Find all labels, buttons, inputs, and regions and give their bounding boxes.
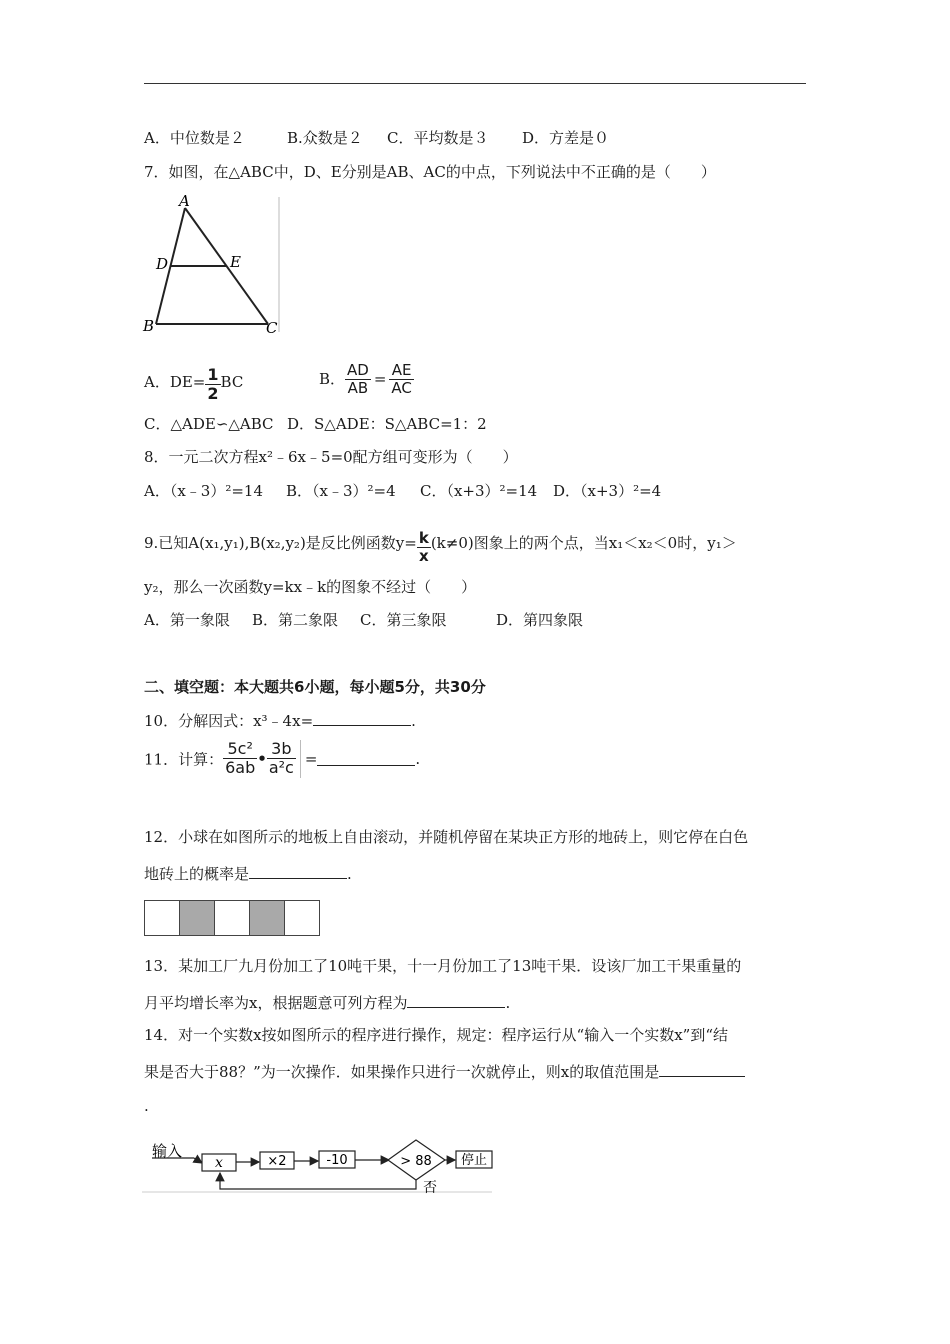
label-e: E	[230, 253, 241, 271]
q8-option-c: C．（x+3）²=14	[420, 482, 538, 500]
header-rule	[144, 83, 806, 84]
q12-line2	[144, 863, 352, 884]
tile-gray	[180, 901, 215, 935]
floor-tiles	[144, 900, 320, 936]
multiply-dot: •	[257, 749, 267, 768]
label-d: D	[156, 255, 169, 273]
q11-equals: =	[304, 749, 318, 768]
q8-stem: 8．一元二次方程x²﹣6x﹣5=0配方组可变形为（ ）	[144, 448, 518, 466]
q13-line1: 13．某加工厂九月份加工了10吨干果，十一月份加工了13吨干果．设该厂加工干果重量的	[144, 957, 742, 975]
q7-option-a-text: A．DE=	[144, 372, 206, 391]
q7-option-a	[144, 362, 243, 404]
fraction-numerator: k	[418, 529, 429, 547]
q12-line1: 12．小球在如图所示的地板上自由滚动，并随机停留在某块正方形的地砖上，则它停在白色	[144, 828, 749, 846]
q13-text: 月平均增长率为x，根据题意可列方程为	[144, 994, 408, 1012]
flowchart	[142, 1134, 502, 1196]
triangle-figure	[142, 192, 282, 337]
q11-period: .	[415, 749, 421, 768]
fraction-numerator: 3b	[267, 740, 296, 759]
q6-option-c: C．平均数是３	[387, 129, 489, 147]
fraction-denominator: 2	[207, 384, 219, 404]
q9-option-c: C．第三象限	[360, 611, 447, 629]
fraction-denominator: AB	[347, 379, 369, 398]
fraction-numerator: 5c²	[223, 740, 257, 759]
q6-option-a: A．中位数是２	[144, 129, 245, 147]
q11-fraction-2	[267, 740, 301, 778]
flow-times2-box: ×2	[267, 1154, 287, 1169]
q9-line2: y₂，那么一次函数y=kx﹣k的图象不经过（ ）	[144, 578, 477, 596]
q9-stem-end: (k≠0)图象上的两个点，当x₁＜x₂＜0时，y₁＞	[430, 533, 737, 552]
q14-answer-blank[interactable]	[659, 1062, 745, 1077]
flow-input-label: 输入	[152, 1142, 183, 1160]
tile-white	[215, 901, 250, 935]
q14-text: 果是否大于88？”为一次操作．如果操作只进行一次就停止，则x的取值范围是	[144, 1063, 660, 1081]
q10-period: .	[411, 712, 416, 730]
q13-line2	[144, 992, 510, 1013]
flow-minus10-box: -10	[326, 1153, 348, 1168]
q13-answer-blank[interactable]	[407, 993, 505, 1008]
q6-option-b: B.众数是２	[287, 129, 363, 147]
q7-option-d: D．S△ADE：S△ABC=1：2	[287, 415, 487, 433]
flow-stop-box: 停止	[460, 1153, 488, 1168]
q12-answer-blank[interactable]	[249, 864, 347, 879]
q11-answer-blank[interactable]	[317, 751, 415, 766]
fraction-denominator: a²c	[268, 758, 294, 778]
q9-fraction	[417, 530, 431, 566]
flow-x-box: x	[215, 1155, 223, 1171]
q7-option-b	[319, 362, 414, 398]
q10-answer-blank[interactable]	[313, 711, 411, 726]
q14-line1: 14．对一个实数x按如图所示的程序进行操作，规定：程序运行从“输入一个实数x”到“结	[144, 1026, 729, 1044]
fraction-denominator: AC	[391, 379, 412, 398]
fraction-numerator: AE	[389, 362, 413, 380]
q12-text: 地砖上的概率是	[144, 865, 250, 883]
label-b: B	[143, 317, 155, 335]
fraction-denominator: x	[418, 547, 429, 566]
q7-stem: 7．如图，在△ABC中，D、E分别是AB、AC的中点，下列说法中不正确的是（ ）	[144, 163, 716, 181]
q10-text: 10．分解因式：x³﹣4x=	[144, 712, 314, 730]
q9-stem-start: 9.已知A(x₁,y₁),B(x₂,y₂)是反比例函数y=	[144, 533, 417, 552]
q9-option-b: B．第二象限	[252, 611, 339, 629]
label-a: A	[179, 192, 190, 210]
tile-gray	[250, 901, 285, 935]
q9-stem	[144, 522, 737, 566]
q7-option-b-fraction-2	[389, 362, 413, 398]
q11-text: 11．计算：	[144, 750, 224, 769]
tile-white	[145, 901, 180, 935]
q10	[144, 710, 416, 731]
flow-gt88-diamond: > 88	[400, 1154, 432, 1169]
q12-period: .	[347, 865, 352, 883]
q11-fraction-1	[223, 740, 257, 778]
q7-option-a-fraction	[205, 366, 220, 404]
q7-option-a-tail: BC	[220, 372, 244, 391]
fraction-numerator: 1	[207, 365, 219, 384]
flow-no-label: 否	[423, 1180, 437, 1196]
fraction-numerator: AD	[347, 361, 369, 379]
q7-option-c: C．△ADE∽△ABC	[144, 415, 274, 433]
q9-option-a: A．第一象限	[144, 611, 230, 629]
q13-period: .	[505, 994, 511, 1012]
q11	[144, 740, 420, 778]
q8-option-d: D．（x+3）²=4	[553, 482, 662, 500]
q14-line3: .	[144, 1097, 149, 1115]
q9-option-d: D．第四象限	[496, 611, 584, 629]
q8-option-a: A．（x﹣3）²=14	[144, 482, 264, 500]
fraction-denominator: 6ab	[225, 758, 256, 778]
label-c: C	[266, 319, 278, 337]
section-title: 二、填空题：本大题共6小题，每小题5分，共30分	[144, 678, 486, 696]
q8-option-b: B．（x﹣3）²=4	[286, 482, 396, 500]
tile-white	[285, 901, 319, 935]
q6-option-d: D．方差是０	[522, 129, 610, 147]
q7-option-b-text: B．	[319, 369, 346, 388]
q14-line2	[144, 1061, 745, 1082]
q7-option-b-fraction-1	[345, 362, 371, 398]
q7-option-b-equals: =	[373, 369, 387, 388]
